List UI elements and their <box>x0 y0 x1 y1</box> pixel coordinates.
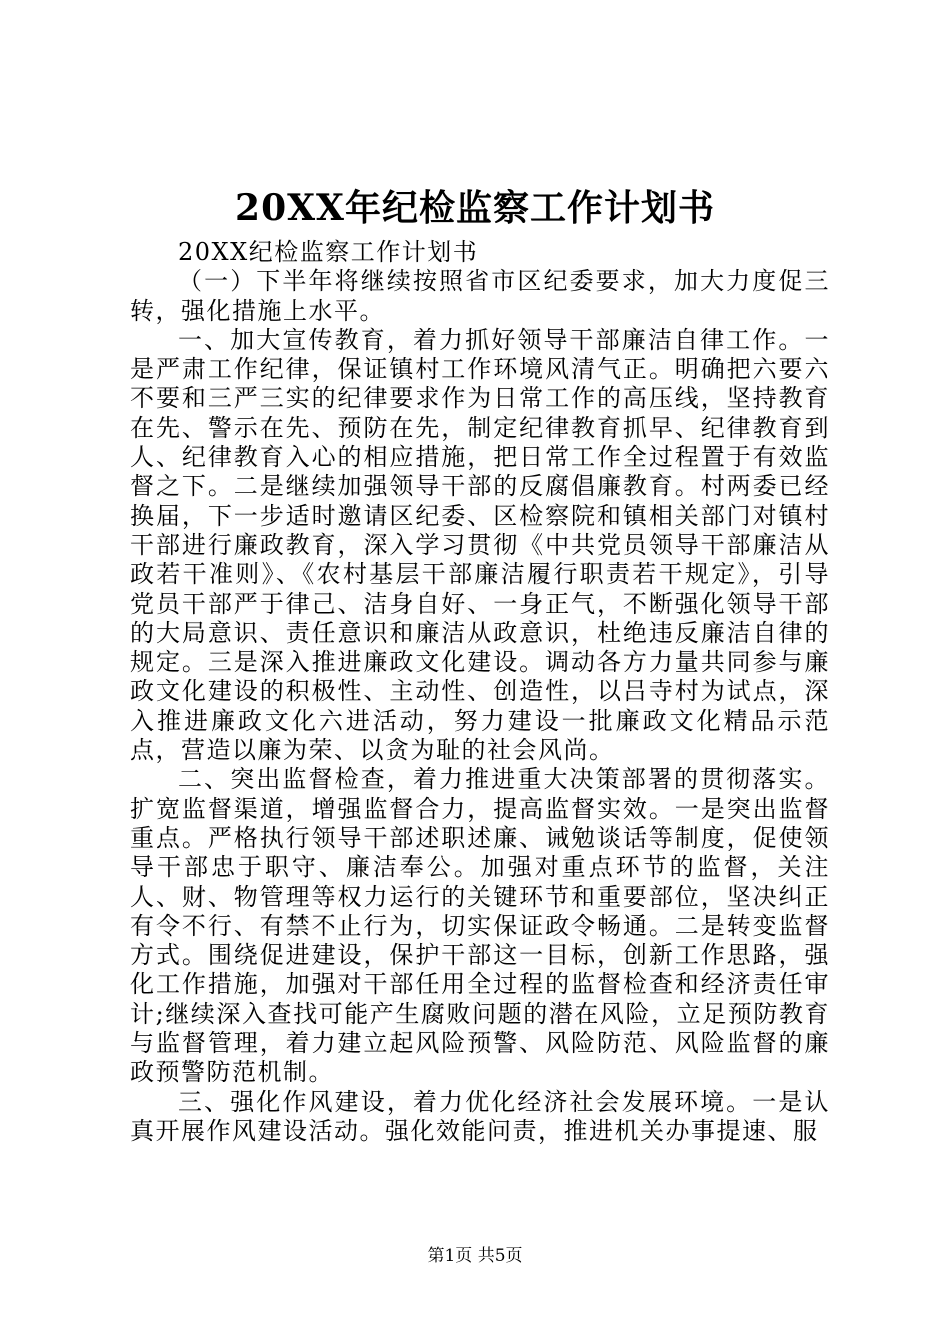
paragraph-section-two: 二、突出监督检查，着力推进重大决策部署的贯彻落实。扩宽监督渠道，增强监督合力，提高监督实效。一是突出监督重点。严格执行领导干部述职述廉、诫勉谈话等制度，促使领导干部忠于职守、廉洁奉公。加强对重点环节的监督，关注人、财、物管理等权力运行的关键环节和重要部位，坚决纠正有令不行、有禁不止行为，切实保证政令畅通。二是转变监督方式。围绕促进建设，保护干部这一目标，创新工作思路，强化工作措施，加强对干部任用全过程的监督检查和经济责任审计;继续深入查找可能产生腐败问题的潜在风险，立足预防教育与监督管理，着力建立起风险预警、风险防范、风险监督的廉政预警防范机制。 <box>130 765 830 1087</box>
paragraph-intro: （一）下半年将继续按照省市区纪委要求，加大力度促三转，强化措施上水平。 <box>130 267 830 325</box>
document-body <box>130 238 830 1146</box>
paragraph-section-three: 三、强化作风建设，着力优化经济社会发展环境。一是认真开展作风建设活动。强化效能问责，推进机关办事提速、服 <box>130 1087 830 1145</box>
page-number-footer: 第1页 共5页 <box>427 1246 523 1266</box>
paragraph-subtitle: 20XX纪检监察工作计划书 <box>178 238 479 266</box>
paragraph-section-one: 一、加大宣传教育，着力抓好领导干部廉洁自律工作。一是严肃工作纪律，保证镇村工作环境风清气正。明确把六要六不要和三严三实的纪律要求作为日常工作的高压线，坚持教育在先、警示在先、预防在先，制定纪律教育抓早、纪律教育到人、纪律教育入心的相应措施，把日常工作全过程置于有效监督之下。二是继续加强领导干部的反腐倡廉教育。村两委已经换届，下一步适时邀请区纪委、区检察院和镇相关部门对镇村干部进行廉政教育，深入学习贯彻《中共党员领导干部廉洁从政若干准则》、《农村基层干部廉洁履行职责若干规定》，引导党员干部严于律己、洁身自好、一身正气，不断强化领导干部的大局意识、责任意识和廉洁从政意识，杜绝违反廉洁自律的规定。三是深入推进廉政文化建设。调动各方力量共同参与廉政文化建设的积极性、主动性、创造性，以吕寺村为试点，深入推进廉政文化六进活动，努力建设一批廉政文化精品示范点，营造以廉为荣、以贪为耻的社会风尚。 <box>130 325 830 765</box>
document-title: 20XX年纪检监察工作计划书 <box>235 187 715 229</box>
